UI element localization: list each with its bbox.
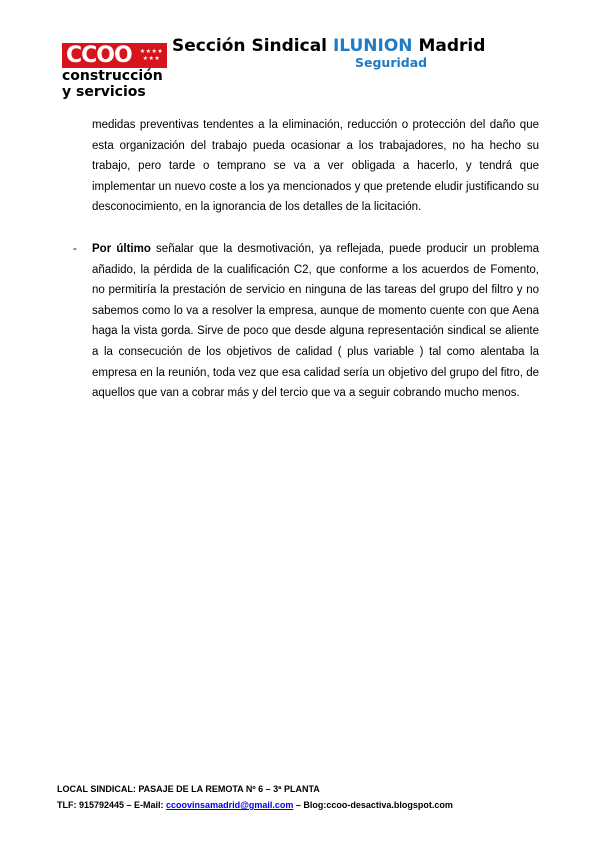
logo-brand: CCOO: [66, 42, 132, 68]
footer-tel: TLF: 915792445 – E-Mail:: [57, 800, 167, 810]
header-subtitle: Seguridad: [355, 55, 428, 70]
ccoo-logo: [62, 43, 167, 68]
paragraph-2-text: señalar que la desmotivación, ya reflejada, puede producir un problema añadido, la pérdida de la cualificación C2, que conforme a los acuerdos de Fomento, no permitiría la prestación de servicio en ninguna de las tareas del grupo del filtro y no sabemos como lo va a resolver la empresa, aunque de momento cuente con que Aena haga la vista gorda. Sirve de poco que desde alguna representación sindical se aliente a la consecución de los objetivos de calidad ( plus variable ) tal como alentaba la empresa en la reunión, toda vez que esa calidad sería un objetivo del grupo del fitro, de aquellos que van a cobrar más y del tercio que va a seguir cobrando mucho menos.: [92, 243, 539, 400]
paragraph-2-bold: Por último: [92, 243, 151, 255]
footer-email-link[interactable]: ccoovinsamadrid@gmail.com: [166, 800, 294, 810]
logo-line1: construcción: [62, 68, 163, 84]
footer: [57, 781, 453, 813]
logo-subtitle: [62, 68, 163, 100]
footer-contact: [57, 797, 453, 813]
paragraph-1: medidas preventivas tendentes a la eliminación, reducción o protección del daño que esta organización del trabajo pueda ocasionar a los trabajadores, no ha hecho su trabajo, pero tarde o temprano se va a ver obligada a hacerlo, y tendrá que implementar un nuevo coste a los ya mencionados y que pretende eludir justificando su desconocimiento, en la ignorancia de los detalles de la licitación.: [92, 119, 539, 214]
header-brand: ILUNION: [332, 36, 413, 56]
header-title: [172, 36, 485, 56]
header-prefix: Sección Sindical: [172, 36, 328, 56]
bullet-marker: -: [73, 243, 77, 255]
header-suffix: Madrid: [418, 36, 486, 56]
footer-address: LOCAL SINDICAL: PASAJE DE LA REMOTA Nº 6 – 3ª PLANTA: [57, 784, 320, 794]
paragraph-2: [92, 239, 539, 404]
footer-blog: – Blog:ccoo-desactiva.blogspot.com: [293, 800, 453, 810]
logo-line2: y servicios: [62, 84, 146, 100]
logo-stars-bottom: ★★★: [142, 55, 161, 62]
logo-stars-top: ★★★★: [139, 48, 164, 55]
logo-stars: [140, 49, 164, 63]
